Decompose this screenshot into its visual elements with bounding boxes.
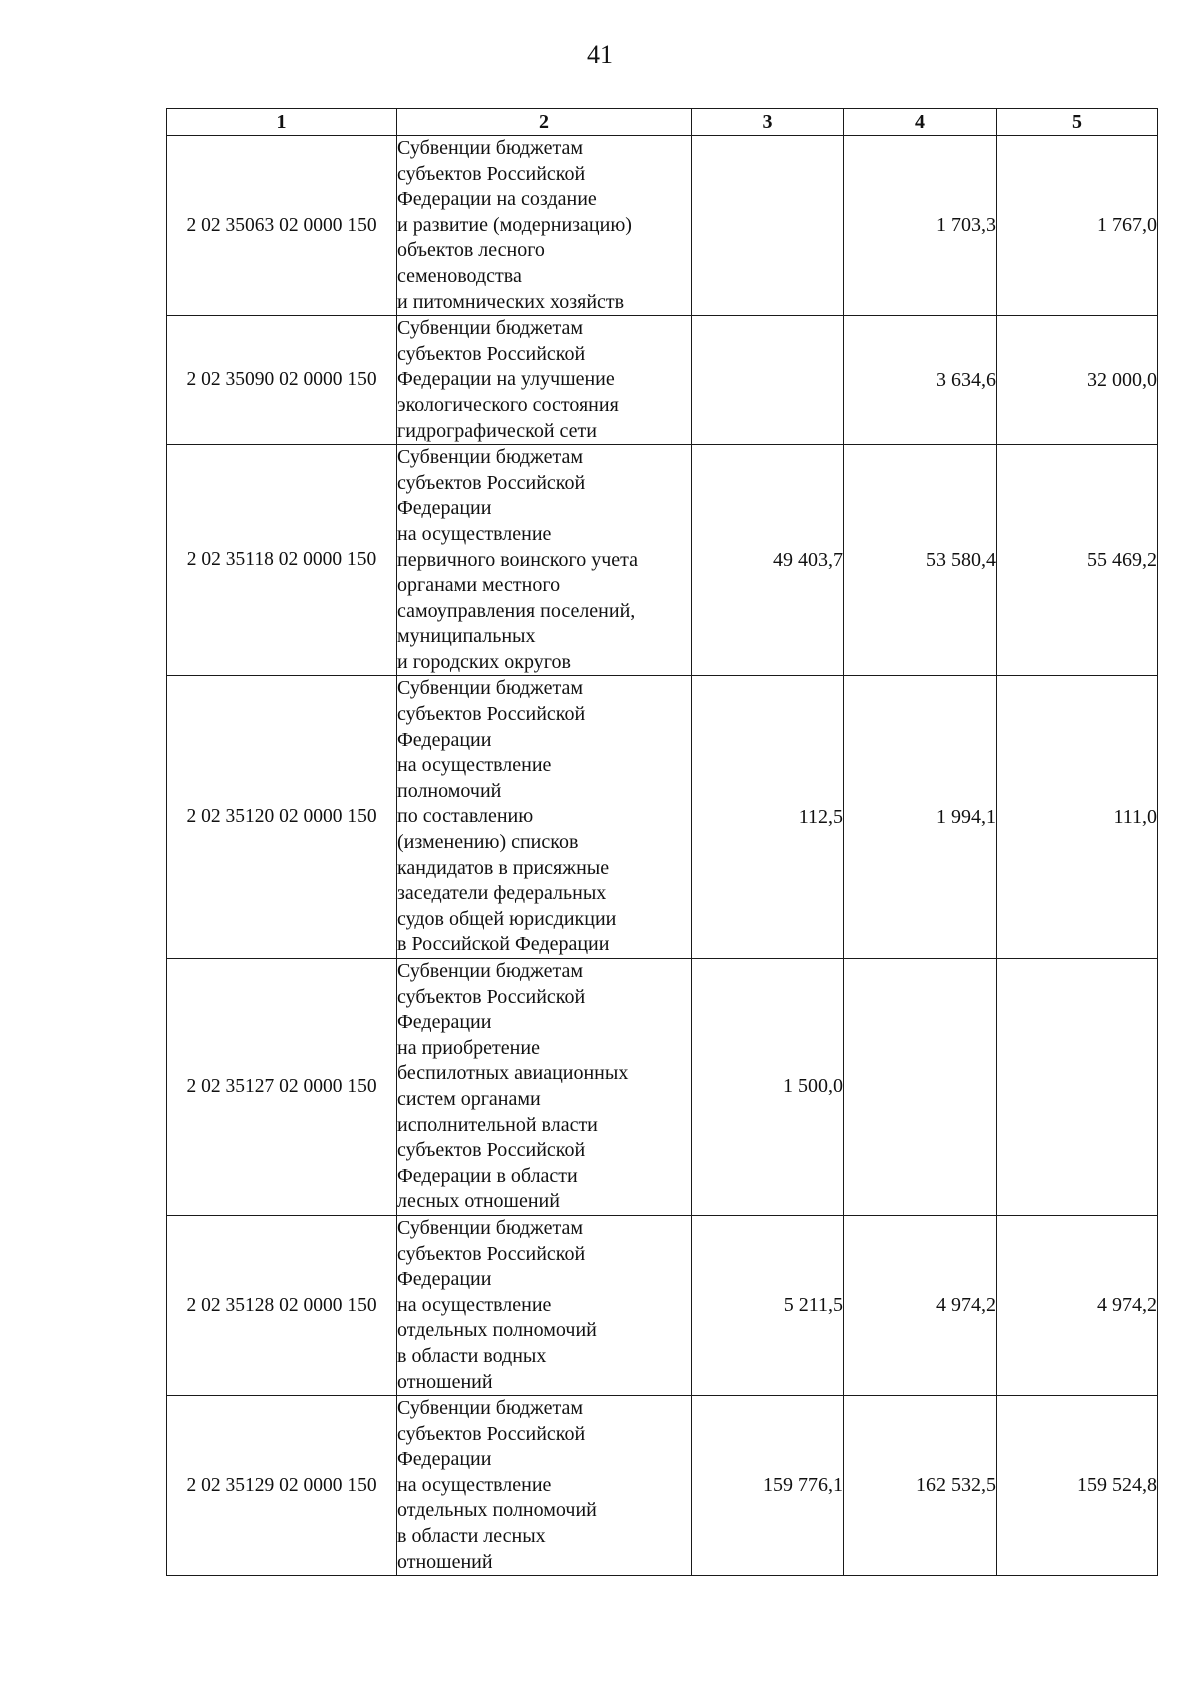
amount-col-4-cell: 3 634,6 (844, 316, 997, 445)
description-cell (397, 676, 692, 959)
amount-col-4-cell (844, 959, 997, 1216)
description-line: Федерации (397, 1011, 492, 1034)
description-line: субъектов Российской (397, 471, 586, 494)
table-header (167, 109, 1158, 136)
amount-col-3-cell (692, 136, 844, 316)
description-line: и городских округов (397, 650, 571, 673)
header-col-5: 5 (997, 109, 1158, 136)
description-line: Субвенции бюджетам (397, 677, 583, 700)
amount-col-3-cell: 5 211,5 (692, 1215, 844, 1395)
header-col-3: 3 (692, 109, 844, 136)
description-line: и развитие (модернизацию) (397, 213, 632, 236)
description-cell (397, 316, 692, 445)
amount-col-3-cell: 112,5 (692, 676, 844, 959)
description-line: Федерации в области (397, 1164, 578, 1187)
amount-col-4-cell: 4 974,2 (844, 1215, 997, 1395)
table-row (167, 959, 1158, 1216)
description-line: на осуществление (397, 1293, 552, 1316)
amount-col-4-cell: 1 994,1 (844, 676, 997, 959)
description-line: беспилотных авиационных (397, 1062, 629, 1085)
description-line: (изменению) списков (397, 831, 579, 854)
description-line: субъектов Российской (397, 703, 586, 726)
description-line: Федерации (397, 728, 492, 751)
table-row (167, 136, 1158, 316)
description-line: Федерации (397, 497, 492, 520)
description-line: на осуществление (397, 522, 552, 545)
description-line: Федерации на создание (397, 188, 597, 211)
amount-col-3-cell: 159 776,1 (692, 1396, 844, 1576)
amount-col-3-cell: 49 403,7 (692, 445, 844, 676)
header-col-1: 1 (167, 109, 397, 136)
description-line: на осуществление (397, 754, 552, 777)
description-line: отдельных полномочий (397, 1319, 597, 1342)
amount-col-5-cell: 55 469,2 (997, 445, 1158, 676)
description-cell (397, 445, 692, 676)
amount-col-5-cell: 32 000,0 (997, 316, 1158, 445)
description-line: органами местного (397, 574, 561, 597)
description-line: Федерации (397, 1448, 492, 1471)
description-line: субъектов Российской (397, 1422, 586, 1445)
table-row (167, 676, 1158, 959)
header-row (167, 109, 1158, 136)
header-col-4: 4 (844, 109, 997, 136)
budget-table (166, 108, 1158, 1576)
amount-col-3-cell (692, 316, 844, 445)
amount-col-4-cell: 162 532,5 (844, 1396, 997, 1576)
description-line: субъектов Российской (397, 985, 586, 1008)
description-line: субъектов Российской (397, 162, 586, 185)
budget-code-cell: 2 02 35127 02 0000 150 (167, 959, 397, 1216)
description-line: по составлению (397, 805, 534, 828)
description-line: Субвенции бюджетам (397, 446, 583, 469)
page-number: 41 (587, 40, 613, 69)
description-line: Субвенции бюджетам (397, 1397, 583, 1420)
description-line: субъектов Российской (397, 1139, 586, 1162)
header-col-2: 2 (397, 109, 692, 136)
description-line: Субвенции бюджетам (397, 1216, 583, 1239)
table-body (167, 136, 1158, 1576)
amount-col-5-cell (997, 959, 1158, 1216)
amount-col-5-cell: 111,0 (997, 676, 1158, 959)
budget-code-cell: 2 02 35090 02 0000 150 (167, 316, 397, 445)
description-line: отдельных полномочий (397, 1499, 597, 1522)
description-line: Федерации на улучшение (397, 368, 615, 391)
description-line: самоуправления поселений, (397, 599, 636, 622)
description-cell (397, 1215, 692, 1395)
amount-col-3-cell: 1 500,0 (692, 959, 844, 1216)
budget-code-cell: 2 02 35118 02 0000 150 (167, 445, 397, 676)
description-line: отношений (397, 1370, 493, 1393)
description-line: Федерации (397, 1268, 492, 1291)
description-line: гидрографической сети (397, 419, 597, 442)
budget-code-cell: 2 02 35128 02 0000 150 (167, 1215, 397, 1395)
description-line: в области водных (397, 1344, 547, 1367)
description-line: кандидатов в присяжные (397, 856, 610, 879)
budget-code-cell: 2 02 35063 02 0000 150 (167, 136, 397, 316)
table-row (167, 1396, 1158, 1576)
description-line: Субвенции бюджетам (397, 137, 583, 159)
description-line: и питомнических хозяйств (397, 290, 625, 313)
budget-code-cell: 2 02 35120 02 0000 150 (167, 676, 397, 959)
budget-code-cell: 2 02 35129 02 0000 150 (167, 1396, 397, 1576)
description-line: на осуществление (397, 1473, 552, 1496)
description-line: в Российской Федерации (397, 933, 610, 956)
description-line: семеноводства (397, 264, 522, 287)
amount-col-4-cell: 53 580,4 (844, 445, 997, 676)
description-line: муниципальных (397, 625, 536, 648)
description-line: на приобретение (397, 1036, 540, 1059)
description-line: первичного воинского учета (397, 548, 638, 571)
description-line: полномочий (397, 779, 502, 802)
amount-col-5-cell: 4 974,2 (997, 1215, 1158, 1395)
amount-col-4-cell: 1 703,3 (844, 136, 997, 316)
description-line: Субвенции бюджетам (397, 960, 583, 982)
description-line: субъектов Российской (397, 1242, 586, 1265)
description-line: судов общей юрисдикции (397, 907, 617, 930)
description-line: отношений (397, 1550, 493, 1573)
amount-col-5-cell: 1 767,0 (997, 136, 1158, 316)
table-row (167, 445, 1158, 676)
description-line: субъектов Российской (397, 342, 586, 365)
description-cell (397, 1396, 692, 1576)
description-line: лесных отношений (397, 1190, 560, 1213)
description-line: систем органами (397, 1087, 541, 1110)
description-line: в области лесных (397, 1525, 546, 1548)
description-cell (397, 136, 692, 316)
description-line: исполнительной власти (397, 1113, 598, 1136)
description-line: заседатели федеральных (397, 882, 607, 905)
description-cell (397, 959, 692, 1216)
amount-col-5-cell: 159 524,8 (997, 1396, 1158, 1576)
description-line: экологического состояния (397, 393, 619, 416)
table-row (167, 316, 1158, 445)
description-line: Субвенции бюджетам (397, 317, 583, 340)
description-line: объектов лесного (397, 239, 545, 262)
table-row (167, 1215, 1158, 1395)
